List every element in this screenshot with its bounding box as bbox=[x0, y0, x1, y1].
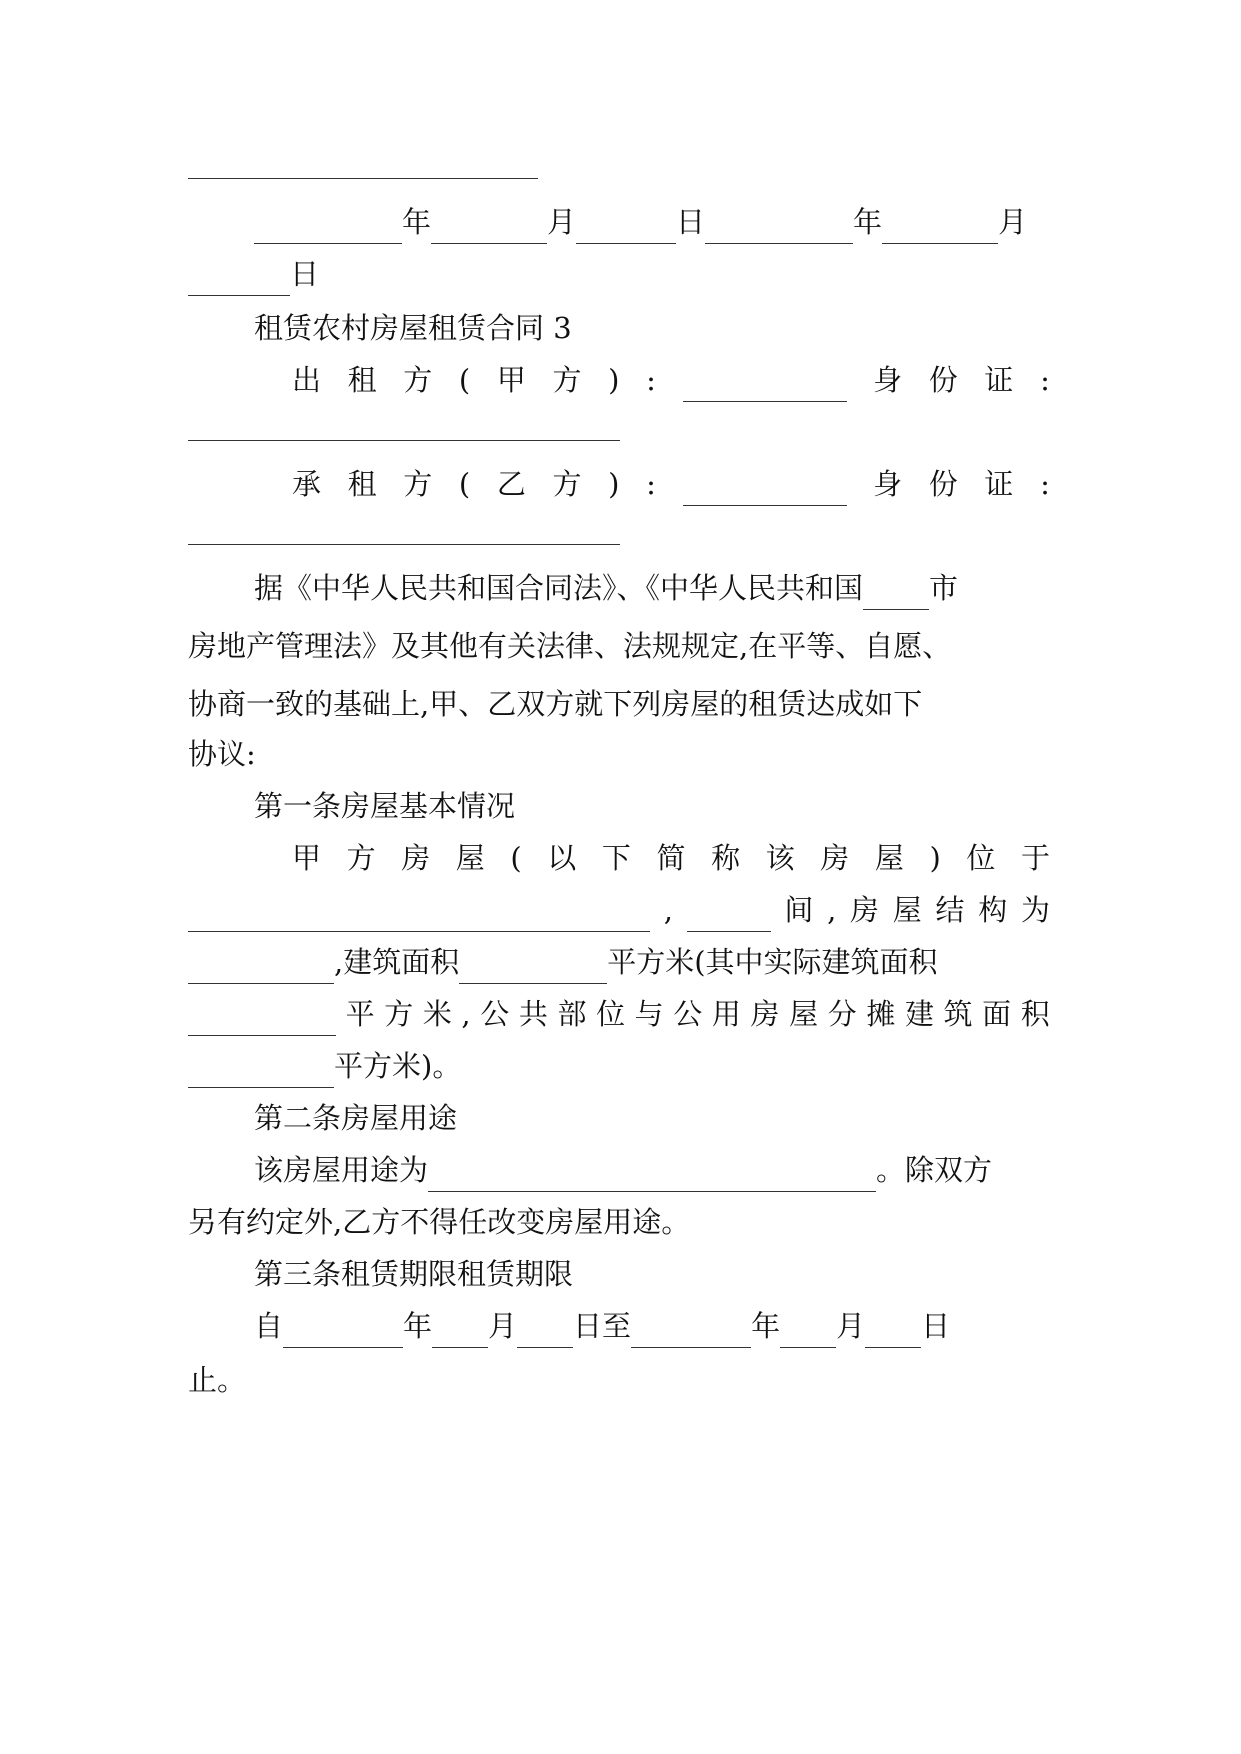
article-char: ) bbox=[929, 841, 941, 875]
blank-end-year bbox=[631, 1313, 751, 1348]
blank-end-month bbox=[780, 1313, 836, 1348]
lessor-char: : bbox=[646, 363, 656, 397]
lessor-line bbox=[292, 358, 1050, 402]
article-text: 自 bbox=[254, 1309, 284, 1343]
blank-lessor-id bbox=[188, 440, 620, 441]
blank-location bbox=[188, 897, 650, 932]
id-char: 身 bbox=[873, 467, 903, 501]
article-char: 分 bbox=[827, 997, 857, 1031]
article-char: ( bbox=[510, 841, 522, 875]
article-char: 于 bbox=[1020, 841, 1050, 875]
article-1-line-1 bbox=[292, 836, 1050, 880]
lessee-char: 承 bbox=[292, 467, 322, 501]
article-char: 米 bbox=[422, 997, 452, 1031]
article-char: 房 bbox=[750, 997, 780, 1031]
lessee-line bbox=[292, 462, 1050, 506]
month-label: 月 bbox=[998, 205, 1028, 239]
blank-line-top bbox=[188, 178, 538, 179]
article-char: 甲 bbox=[292, 841, 322, 875]
year-label: 年 bbox=[853, 205, 883, 239]
article-2-heading: 第二条房屋用途 bbox=[254, 1101, 458, 1135]
article-1-line-2 bbox=[188, 888, 1050, 932]
article-char: 部 bbox=[557, 997, 587, 1031]
lessor-char: 甲 bbox=[496, 363, 526, 397]
article-char: , bbox=[827, 893, 837, 927]
article-char: , bbox=[461, 997, 471, 1031]
article-char: 位 bbox=[966, 841, 996, 875]
article-char: 以 bbox=[547, 841, 577, 875]
id-char: : bbox=[1040, 363, 1050, 397]
preamble-line-4: 协议: bbox=[188, 737, 256, 771]
article-char: 筑 bbox=[943, 997, 973, 1031]
blank-start-day bbox=[517, 1313, 573, 1348]
blank-usage bbox=[428, 1157, 876, 1192]
article-3-heading: 第三条租赁期限租赁期限 bbox=[254, 1257, 574, 1291]
article-char: 面 bbox=[982, 997, 1012, 1031]
blank-day-1 bbox=[576, 209, 676, 244]
blank-rooms bbox=[687, 897, 771, 932]
article-2-line-2: 另有约定外,乙方不得任改变房屋用途。 bbox=[188, 1205, 691, 1239]
article-char: 为 bbox=[1020, 893, 1050, 927]
lessee-char: 租 bbox=[347, 467, 377, 501]
article-char: 屋 bbox=[892, 893, 922, 927]
article-text: 月 bbox=[836, 1309, 866, 1343]
article-char: 摊 bbox=[866, 997, 896, 1031]
article-char: 下 bbox=[601, 841, 631, 875]
article-char: 屋 bbox=[789, 997, 819, 1031]
article-text: 该房屋用途为 bbox=[254, 1153, 429, 1187]
article-text: 年 bbox=[403, 1309, 433, 1343]
article-char: 间 bbox=[784, 893, 814, 927]
lessee-char: 方 bbox=[403, 467, 433, 501]
article-char: 房 bbox=[820, 841, 850, 875]
lessor-char: 方 bbox=[403, 363, 433, 397]
day-label: 日 bbox=[290, 257, 320, 291]
article-char: 公 bbox=[673, 997, 703, 1031]
blank-month-1 bbox=[431, 209, 547, 244]
article-char: 平 bbox=[345, 997, 375, 1031]
article-text: 日 bbox=[921, 1309, 951, 1343]
date-line bbox=[254, 200, 1050, 244]
article-char: 房 bbox=[850, 893, 880, 927]
article-char: 屋 bbox=[874, 841, 904, 875]
article-char: 房 bbox=[401, 841, 431, 875]
lessor-char: 租 bbox=[347, 363, 377, 397]
month-label: 月 bbox=[547, 205, 577, 239]
article-char: 积 bbox=[1020, 997, 1050, 1031]
id-char: 证 bbox=[984, 363, 1014, 397]
article-1-heading: 第一条房屋基本情况 bbox=[254, 789, 516, 823]
blank-start-year bbox=[283, 1313, 403, 1348]
lessee-char: 方 bbox=[552, 467, 582, 501]
lessee-char: ) bbox=[608, 467, 620, 501]
article-char: 方 bbox=[346, 841, 376, 875]
blank-end-day bbox=[865, 1313, 921, 1348]
article-text: 日至 bbox=[573, 1309, 632, 1343]
article-text: 平方米(其中实际建筑面积 bbox=[607, 945, 938, 979]
lessee-char: ( bbox=[458, 467, 471, 501]
id-char: : bbox=[1040, 467, 1050, 501]
blank-lessee-name bbox=[683, 471, 847, 506]
preamble-text: 市 bbox=[929, 571, 959, 605]
lessor-char: 方 bbox=[552, 363, 582, 397]
blank-day-2 bbox=[188, 261, 290, 296]
article-text: 平方米)。 bbox=[334, 1049, 462, 1083]
day-label: 日 bbox=[676, 205, 706, 239]
article-char: 结 bbox=[935, 893, 965, 927]
blank-month-2 bbox=[882, 209, 998, 244]
blank-lessee-id bbox=[188, 544, 620, 545]
article-char: 方 bbox=[384, 997, 414, 1031]
article-text: ,建筑面积 bbox=[334, 945, 460, 979]
contract-title: 租赁农村房屋租赁合同 3 bbox=[254, 311, 572, 345]
article-text: 。除双方 bbox=[876, 1153, 993, 1187]
article-1-line-4 bbox=[188, 992, 1050, 1036]
article-char: 建 bbox=[904, 997, 934, 1031]
id-char: 份 bbox=[928, 467, 958, 501]
article-1-line-3 bbox=[188, 940, 1050, 984]
lessee-char: 乙 bbox=[496, 467, 526, 501]
blank-year-1 bbox=[254, 209, 402, 244]
article-text: 月 bbox=[488, 1309, 518, 1343]
article-char: 该 bbox=[765, 841, 795, 875]
year-label: 年 bbox=[402, 205, 432, 239]
blank-floor-area bbox=[459, 949, 607, 984]
lessor-char: ) bbox=[608, 363, 620, 397]
blank-actual-area bbox=[188, 1001, 336, 1036]
lessor-char: ( bbox=[458, 363, 471, 397]
article-char: 屋 bbox=[455, 841, 485, 875]
article-1-line-5 bbox=[188, 1044, 1050, 1088]
blank-lessor-name bbox=[683, 367, 847, 402]
preamble-line-3: 协商一致的基础上,甲、乙双方就下列房屋的租赁达成如下 bbox=[188, 687, 923, 721]
article-char: 公 bbox=[480, 997, 510, 1031]
article-2-line-1 bbox=[254, 1148, 1050, 1192]
blank-structure bbox=[188, 949, 334, 984]
id-char: 证 bbox=[984, 467, 1014, 501]
id-char: 身 bbox=[873, 363, 903, 397]
article-char: 用 bbox=[711, 997, 741, 1031]
article-char: 称 bbox=[711, 841, 741, 875]
article-char: 构 bbox=[978, 893, 1008, 927]
preamble-line-2: 房地产管理法》及其他有关法律、法规规定,在平等、自愿、 bbox=[188, 629, 952, 663]
article-text: 年 bbox=[751, 1309, 781, 1343]
article-char: 共 bbox=[518, 997, 548, 1031]
blank-city bbox=[863, 575, 929, 610]
article-3-line-1 bbox=[254, 1304, 1050, 1348]
article-char: , bbox=[663, 893, 673, 927]
article-char: 位 bbox=[596, 997, 626, 1031]
date-line-cont bbox=[188, 252, 1050, 296]
article-char: 简 bbox=[656, 841, 686, 875]
blank-year-2 bbox=[705, 209, 853, 244]
preamble-line-1 bbox=[254, 566, 1050, 610]
blank-shared-area bbox=[188, 1053, 334, 1088]
id-char: 份 bbox=[928, 363, 958, 397]
lessee-char: : bbox=[646, 467, 656, 501]
article-char: 与 bbox=[634, 997, 664, 1031]
preamble-text: 据《中华人民共和国合同法》、《中华人民共和国 bbox=[254, 571, 864, 605]
blank-start-month bbox=[432, 1313, 488, 1348]
lessor-char: 出 bbox=[292, 363, 322, 397]
article-3-line-2: 止。 bbox=[188, 1363, 247, 1397]
